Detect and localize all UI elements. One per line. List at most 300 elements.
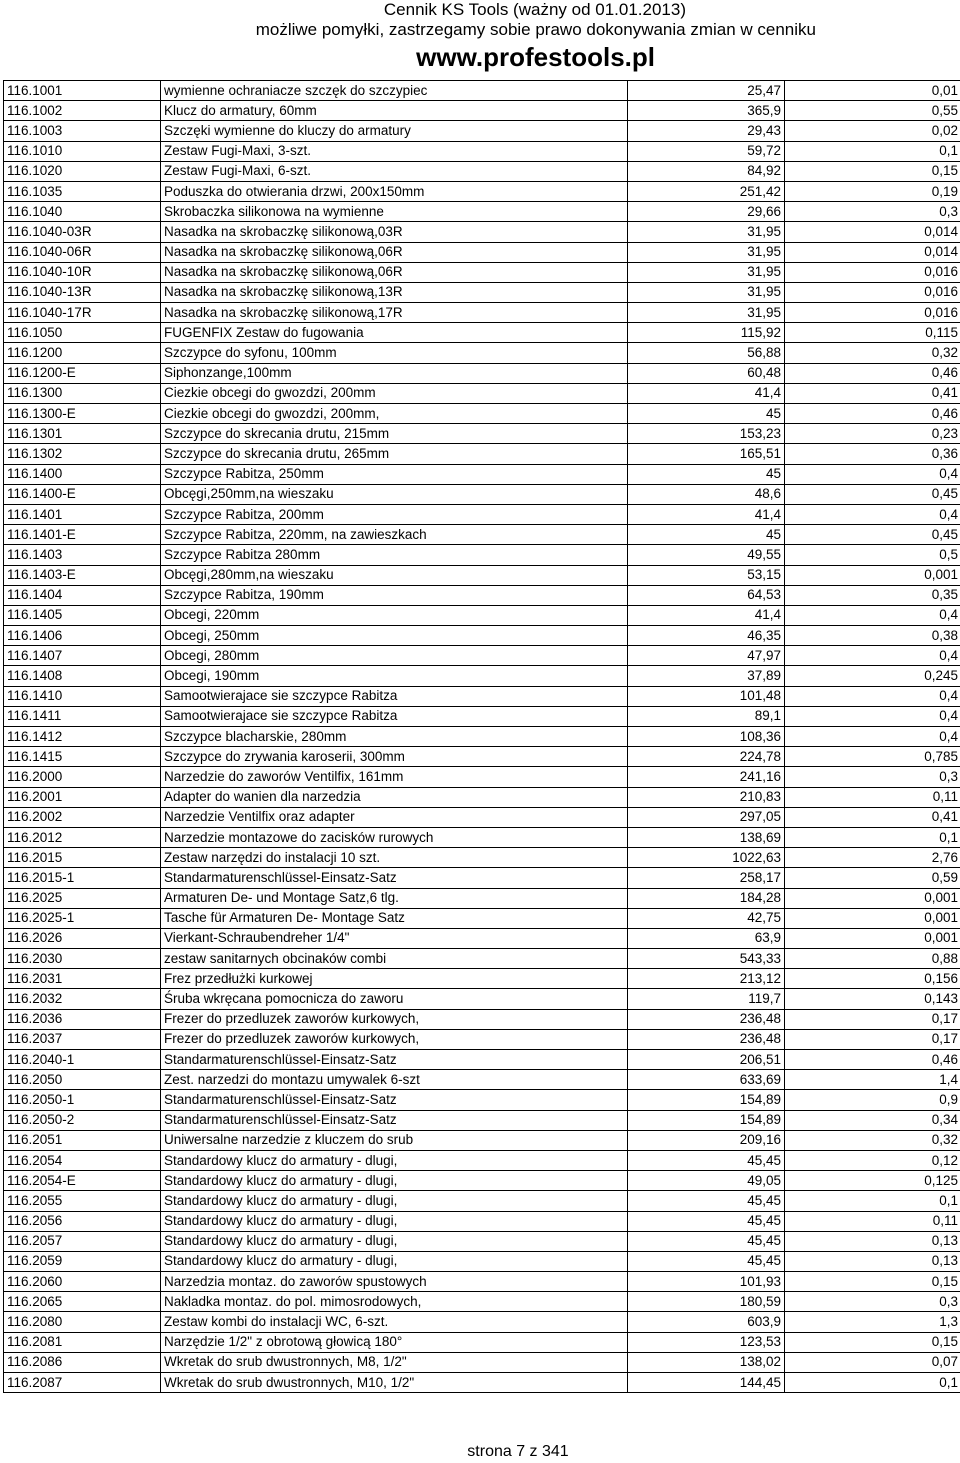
price-cell: 119,7	[628, 989, 785, 1009]
weight-cell: 0,4	[785, 727, 960, 747]
price-list-title: Cennik KS Tools (ważny od 01.01.2013)	[383, 0, 686, 19]
product-code-cell: 116.2040-1	[4, 1050, 161, 1070]
table-row	[4, 282, 960, 302]
table-row	[4, 928, 960, 948]
product-description-cell: Szczypce blacharskie, 280mm	[161, 727, 628, 747]
price-cell: 42,75	[628, 908, 785, 928]
product-code-cell: 116.1010	[4, 141, 161, 161]
price-cell: 603,9	[628, 1312, 785, 1332]
product-code-cell: 116.1200-E	[4, 363, 161, 383]
price-cell: 45	[628, 464, 785, 484]
price-cell: 633,69	[628, 1070, 785, 1090]
table-row	[4, 525, 960, 545]
product-code-cell: 116.2037	[4, 1029, 161, 1049]
product-code-cell: 116.2031	[4, 969, 161, 989]
weight-cell: 0,785	[785, 747, 960, 767]
price-table	[3, 80, 960, 1393]
weight-cell: 0,016	[785, 282, 960, 302]
weight-cell: 0,23	[785, 424, 960, 444]
price-cell: 153,23	[628, 424, 785, 444]
table-row	[4, 303, 960, 323]
price-cell: 47,97	[628, 646, 785, 666]
price-cell: 123,53	[628, 1332, 785, 1352]
weight-cell: 0,4	[785, 686, 960, 706]
product-code-cell: 116.1302	[4, 444, 161, 464]
product-code-cell: 116.1405	[4, 605, 161, 625]
price-cell: 84,92	[628, 161, 785, 181]
product-description-cell: Szczypce Rabitza, 250mm	[161, 464, 628, 484]
product-code-cell: 116.1411	[4, 706, 161, 726]
table-row	[4, 666, 960, 686]
price-cell: 154,89	[628, 1090, 785, 1110]
weight-cell: 0,001	[785, 888, 960, 908]
weight-cell: 0,016	[785, 303, 960, 323]
product-code-cell: 116.1040-06R	[4, 242, 161, 262]
product-code-cell: 116.2065	[4, 1292, 161, 1312]
weight-cell: 0,245	[785, 666, 960, 686]
product-code-cell: 116.2050-1	[4, 1090, 161, 1110]
table-row	[4, 1352, 960, 1372]
product-description-cell: Uniwersalne narzedzie z kluczem do srub	[161, 1130, 628, 1150]
product-code-cell: 116.1002	[4, 101, 161, 121]
table-row	[4, 1272, 960, 1292]
product-description-cell: Szczypce do zrywania karoserii, 300mm	[161, 747, 628, 767]
product-code-cell: 116.1040	[4, 202, 161, 222]
table-row	[4, 767, 960, 787]
product-description-cell: Zestaw Fugi-Maxi, 6-szt.	[161, 161, 628, 181]
table-row	[4, 1251, 960, 1271]
price-cell: 49,05	[628, 1171, 785, 1191]
product-code-cell: 116.2015	[4, 848, 161, 868]
table-row	[4, 646, 960, 666]
table-row	[4, 848, 960, 868]
table-row	[4, 706, 960, 726]
product-description-cell: Nasadka na skrobaczkę silikonową,13R	[161, 282, 628, 302]
table-row	[4, 1110, 960, 1130]
price-cell: 31,95	[628, 222, 785, 242]
weight-cell: 0,4	[785, 464, 960, 484]
weight-cell: 0,38	[785, 626, 960, 646]
table-row	[4, 444, 960, 464]
price-cell: 115,92	[628, 323, 785, 343]
product-code-cell: 116.2057	[4, 1231, 161, 1251]
price-cell: 206,51	[628, 1050, 785, 1070]
weight-cell: 0,4	[785, 646, 960, 666]
product-description-cell: Narzedzie do zaworów Ventilfix, 161mm	[161, 767, 628, 787]
product-code-cell: 116.1408	[4, 666, 161, 686]
price-cell: 46,35	[628, 626, 785, 646]
price-cell: 56,88	[628, 343, 785, 363]
product-description-cell: Standardowy klucz do armatury - dlugi,	[161, 1171, 628, 1191]
product-description-cell: zestaw sanitarnych obcinaków combi	[161, 949, 628, 969]
table-row	[4, 626, 960, 646]
price-cell: 101,48	[628, 686, 785, 706]
product-description-cell: Frez przedłużki kurkowej	[161, 969, 628, 989]
weight-cell: 0,17	[785, 1009, 960, 1029]
product-description-cell: Adapter do wanien dla narzedzia	[161, 787, 628, 807]
product-description-cell: Siphonzange,100mm	[161, 363, 628, 383]
product-code-cell: 116.2054	[4, 1150, 161, 1170]
price-cell: 1022,63	[628, 848, 785, 868]
table-row	[4, 1009, 960, 1029]
table-row	[4, 908, 960, 928]
product-description-cell: Szczypce do skrecania drutu, 265mm	[161, 444, 628, 464]
product-description-cell: Śruba wkręcana pomocnicza do zaworu	[161, 989, 628, 1009]
product-description-cell: wymienne ochraniacze szczęk do szczypiec	[161, 81, 628, 101]
product-code-cell: 116.1300	[4, 383, 161, 403]
price-cell: 45,45	[628, 1191, 785, 1211]
product-description-cell: Poduszka do otwierania drzwi, 200x150mm	[161, 181, 628, 201]
weight-cell: 0,55	[785, 101, 960, 121]
product-description-cell: Obcęgi,250mm,na wieszaku	[161, 484, 628, 504]
table-row	[4, 363, 960, 383]
price-cell: 45,45	[628, 1251, 785, 1271]
price-cell: 45	[628, 525, 785, 545]
weight-cell: 0,35	[785, 585, 960, 605]
product-description-cell: Nasadka na skrobaczkę silikonową,17R	[161, 303, 628, 323]
product-description-cell: Wkretak do srub dwustronnych, M10, 1/2"	[161, 1373, 628, 1393]
product-description-cell: Szczypce Rabitza, 220mm, na zawieszkach	[161, 525, 628, 545]
product-description-cell: Standardowy klucz do armatury - dlugi,	[161, 1150, 628, 1170]
weight-cell: 0,156	[785, 969, 960, 989]
price-cell: 59,72	[628, 141, 785, 161]
weight-cell: 0,001	[785, 908, 960, 928]
price-cell: 45	[628, 404, 785, 424]
price-cell: 31,95	[628, 282, 785, 302]
weight-cell: 0,46	[785, 1050, 960, 1070]
table-row	[4, 686, 960, 706]
product-code-cell: 116.1301	[4, 424, 161, 444]
weight-cell: 0,11	[785, 787, 960, 807]
product-code-cell: 116.2032	[4, 989, 161, 1009]
product-code-cell: 116.2051	[4, 1130, 161, 1150]
weight-cell: 0,45	[785, 484, 960, 504]
table-row	[4, 605, 960, 625]
table-row	[4, 1171, 960, 1191]
weight-cell: 0,001	[785, 928, 960, 948]
weight-cell: 0,3	[785, 767, 960, 787]
table-row	[4, 1332, 960, 1352]
product-description-cell: Szczypce do skrecania drutu, 215mm	[161, 424, 628, 444]
table-row	[4, 242, 960, 262]
table-row	[4, 1090, 960, 1110]
product-description-cell: Nasadka na skrobaczkę silikonową,06R	[161, 262, 628, 282]
table-row	[4, 1070, 960, 1090]
table-row	[4, 1211, 960, 1231]
weight-cell: 0,1	[785, 827, 960, 847]
product-description-cell: Obcęgi,280mm,na wieszaku	[161, 565, 628, 585]
price-cell: 37,89	[628, 666, 785, 686]
weight-cell: 0,4	[785, 706, 960, 726]
product-description-cell: Zest. narzedzi do montazu umywalek 6-szt	[161, 1070, 628, 1090]
price-cell: 154,89	[628, 1110, 785, 1130]
price-cell: 543,33	[628, 949, 785, 969]
table-row	[4, 585, 960, 605]
product-code-cell: 116.1415	[4, 747, 161, 767]
product-code-cell: 116.1300-E	[4, 404, 161, 424]
product-description-cell: Zestaw Fugi-Maxi, 3-szt.	[161, 141, 628, 161]
product-code-cell: 116.1404	[4, 585, 161, 605]
weight-cell: 0,11	[785, 1211, 960, 1231]
price-cell: 138,69	[628, 827, 785, 847]
table-row	[4, 1130, 960, 1150]
table-row	[4, 202, 960, 222]
product-code-cell: 116.2030	[4, 949, 161, 969]
product-description-cell: Klucz do armatury, 60mm	[161, 101, 628, 121]
price-cell: 29,66	[628, 202, 785, 222]
product-description-cell: Zestaw narzędzi do instalacji 10 szt.	[161, 848, 628, 868]
product-description-cell: Zestaw kombi do instalacji WC, 6-szt.	[161, 1312, 628, 1332]
product-code-cell: 116.1040-13R	[4, 282, 161, 302]
product-description-cell: Narzedzia montaz. do zaworów spustowych	[161, 1272, 628, 1292]
weight-cell: 0,115	[785, 323, 960, 343]
price-cell: 41,4	[628, 383, 785, 403]
table-row	[4, 747, 960, 767]
table-row	[4, 141, 960, 161]
weight-cell: 0,014	[785, 242, 960, 262]
product-code-cell: 116.1401-E	[4, 525, 161, 545]
table-row	[4, 888, 960, 908]
table-row	[4, 989, 960, 1009]
table-row	[4, 464, 960, 484]
product-code-cell: 116.1410	[4, 686, 161, 706]
product-code-cell: 116.2056	[4, 1211, 161, 1231]
weight-cell: 0,41	[785, 807, 960, 827]
weight-cell: 0,36	[785, 444, 960, 464]
website-link[interactable]: www.profestools.pl	[416, 42, 655, 72]
weight-cell: 0,1	[785, 141, 960, 161]
weight-cell: 0,45	[785, 525, 960, 545]
price-cell: 31,95	[628, 242, 785, 262]
weight-cell: 1,4	[785, 1070, 960, 1090]
weight-cell: 0,59	[785, 868, 960, 888]
price-cell: 49,55	[628, 545, 785, 565]
weight-cell: 0,15	[785, 1272, 960, 1292]
table-row	[4, 868, 960, 888]
table-row	[4, 404, 960, 424]
product-description-cell: Tasche für Armaturen De- Montage Satz	[161, 908, 628, 928]
weight-cell: 0,016	[785, 262, 960, 282]
table-row	[4, 161, 960, 181]
table-row	[4, 81, 960, 101]
weight-cell: 0,32	[785, 343, 960, 363]
product-description-cell: Standardowy klucz do armatury - dlugi,	[161, 1191, 628, 1211]
product-description-cell: Szczypce Rabitza, 200mm	[161, 504, 628, 524]
price-cell: 210,83	[628, 787, 785, 807]
table-row	[4, 323, 960, 343]
weight-cell: 0,07	[785, 1352, 960, 1372]
table-row	[4, 1292, 960, 1312]
weight-cell: 0,46	[785, 363, 960, 383]
price-cell: 48,6	[628, 484, 785, 504]
table-row	[4, 383, 960, 403]
product-code-cell: 116.2087	[4, 1373, 161, 1393]
weight-cell: 0,17	[785, 1029, 960, 1049]
product-description-cell: Szczęki wymienne do kluczy do armatury	[161, 121, 628, 141]
weight-cell: 0,014	[785, 222, 960, 242]
product-description-cell: Samootwierajace sie szczypce Rabitza	[161, 686, 628, 706]
table-row	[4, 181, 960, 201]
product-description-cell: Narzędzie 1/2" z obrotową głowicą 180°	[161, 1332, 628, 1352]
price-cell: 224,78	[628, 747, 785, 767]
table-row	[4, 1191, 960, 1211]
price-cell: 365,9	[628, 101, 785, 121]
product-description-cell: Ciezkie obcegi do gwozdzi, 200mm	[161, 383, 628, 403]
product-description-cell: Nasadka na skrobaczkę silikonową,06R	[161, 242, 628, 262]
product-description-cell: Narzedzie montazowe do zacisków rurowych	[161, 827, 628, 847]
weight-cell: 0,3	[785, 1292, 960, 1312]
weight-cell: 0,15	[785, 161, 960, 181]
product-code-cell: 116.2001	[4, 787, 161, 807]
weight-cell: 0,88	[785, 949, 960, 969]
product-code-cell: 116.2059	[4, 1251, 161, 1271]
product-code-cell: 116.2000	[4, 767, 161, 787]
table-row	[4, 727, 960, 747]
product-code-cell: 116.1040-03R	[4, 222, 161, 242]
product-code-cell: 116.2050	[4, 1070, 161, 1090]
price-cell: 108,36	[628, 727, 785, 747]
price-cell: 165,51	[628, 444, 785, 464]
weight-cell: 0,01	[785, 81, 960, 101]
product-code-cell: 116.2086	[4, 1352, 161, 1372]
product-description-cell: Standarmaturenschlüssel-Einsatz-Satz	[161, 868, 628, 888]
product-code-cell: 116.2055	[4, 1191, 161, 1211]
weight-cell: 0,12	[785, 1150, 960, 1170]
product-code-cell: 116.1403	[4, 545, 161, 565]
weight-cell: 0,13	[785, 1251, 960, 1271]
product-description-cell: Narzedzie Ventilfix oraz adapter	[161, 807, 628, 827]
page-number: strona 7 z 341	[467, 1443, 569, 1460]
product-description-cell: Nasadka na skrobaczkę silikonową,03R	[161, 222, 628, 242]
table-row	[4, 262, 960, 282]
price-cell: 31,95	[628, 303, 785, 323]
product-code-cell: 116.1400	[4, 464, 161, 484]
weight-cell: 0,4	[785, 605, 960, 625]
table-row	[4, 545, 960, 565]
price-cell: 53,15	[628, 565, 785, 585]
product-code-cell: 116.1035	[4, 181, 161, 201]
weight-cell: 0,5	[785, 545, 960, 565]
weight-cell: 0,1	[785, 1373, 960, 1393]
price-cell: 29,43	[628, 121, 785, 141]
weight-cell: 0,02	[785, 121, 960, 141]
product-code-cell: 116.1003	[4, 121, 161, 141]
product-code-cell: 116.2012	[4, 827, 161, 847]
product-description-cell: Nakladka montaz. do pol. mimosrodowych,	[161, 1292, 628, 1312]
weight-cell: 0,32	[785, 1130, 960, 1150]
product-description-cell: Skrobaczka silikonowa na wymienne	[161, 202, 628, 222]
price-cell: 45,45	[628, 1231, 785, 1251]
price-cell: 180,59	[628, 1292, 785, 1312]
weight-cell: 0,34	[785, 1110, 960, 1130]
product-code-cell: 116.2036	[4, 1009, 161, 1029]
weight-cell: 1,3	[785, 1312, 960, 1332]
disclaimer-text: możliwe pomyłki, zastrzegamy sobie prawo dokonywania zmian w cenniku	[255, 20, 816, 39]
price-cell: 60,48	[628, 363, 785, 383]
table-row	[4, 949, 960, 969]
price-cell: 64,53	[628, 585, 785, 605]
weight-cell: 0,41	[785, 383, 960, 403]
table-row	[4, 484, 960, 504]
table-row	[4, 827, 960, 847]
weight-cell: 0,19	[785, 181, 960, 201]
product-code-cell: 116.1407	[4, 646, 161, 666]
table-row	[4, 1312, 960, 1332]
product-description-cell: Szczypce Rabitza, 190mm	[161, 585, 628, 605]
weight-cell: 0,4	[785, 504, 960, 524]
price-cell: 63,9	[628, 928, 785, 948]
table-row	[4, 121, 960, 141]
product-description-cell: Standardowy klucz do armatury - dlugi,	[161, 1211, 628, 1231]
product-code-cell: 116.2025-1	[4, 908, 161, 928]
product-description-cell: Armaturen De- und Montage Satz,6 tlg.	[161, 888, 628, 908]
product-code-cell: 116.2060	[4, 1272, 161, 1292]
weight-cell: 0,46	[785, 404, 960, 424]
product-description-cell: Ciezkie obcegi do gwozdzi, 200mm,	[161, 404, 628, 424]
table-row	[4, 343, 960, 363]
product-description-cell: Standarmaturenschlüssel-Einsatz-Satz	[161, 1050, 628, 1070]
price-cell: 138,02	[628, 1352, 785, 1372]
table-row	[4, 1150, 960, 1170]
price-cell: 25,47	[628, 81, 785, 101]
product-description-cell: Obcegi, 250mm	[161, 626, 628, 646]
product-code-cell: 116.2050-2	[4, 1110, 161, 1130]
price-cell: 41,4	[628, 504, 785, 524]
product-code-cell: 116.1406	[4, 626, 161, 646]
weight-cell: 2,76	[785, 848, 960, 868]
product-code-cell: 116.1412	[4, 727, 161, 747]
product-description-cell: Obcegi, 220mm	[161, 605, 628, 625]
table-row	[4, 807, 960, 827]
product-code-cell: 116.1040-10R	[4, 262, 161, 282]
price-cell: 89,1	[628, 706, 785, 726]
weight-cell: 0,13	[785, 1231, 960, 1251]
product-code-cell: 116.1200	[4, 343, 161, 363]
product-code-cell: 116.1403-E	[4, 565, 161, 585]
price-cell: 213,12	[628, 969, 785, 989]
table-row	[4, 1029, 960, 1049]
product-code-cell: 116.1400-E	[4, 484, 161, 504]
product-code-cell: 116.2025	[4, 888, 161, 908]
weight-cell: 0,1	[785, 1191, 960, 1211]
weight-cell: 0,3	[785, 202, 960, 222]
product-code-cell: 116.1020	[4, 161, 161, 181]
price-cell: 45,45	[628, 1211, 785, 1231]
product-code-cell: 116.2054-E	[4, 1171, 161, 1191]
table-row	[4, 969, 960, 989]
product-description-cell: Szczypce Rabitza 280mm	[161, 545, 628, 565]
product-code-cell: 116.1001	[4, 81, 161, 101]
table-row	[4, 1050, 960, 1070]
table-row	[4, 565, 960, 585]
price-cell: 45,45	[628, 1150, 785, 1170]
product-description-cell: Frezer do przedluzek zaworów kurkowych,	[161, 1009, 628, 1029]
price-cell: 241,16	[628, 767, 785, 787]
price-cell: 258,17	[628, 868, 785, 888]
table-row	[4, 1231, 960, 1251]
price-cell: 209,16	[628, 1130, 785, 1150]
price-cell: 184,28	[628, 888, 785, 908]
product-description-cell: Obcegi, 280mm	[161, 646, 628, 666]
price-cell: 251,42	[628, 181, 785, 201]
product-code-cell: 116.2081	[4, 1332, 161, 1352]
product-code-cell: 116.2080	[4, 1312, 161, 1332]
product-description-cell: Obcegi, 190mm	[161, 666, 628, 686]
table-row	[4, 222, 960, 242]
product-description-cell: Szczypce do syfonu, 100mm	[161, 343, 628, 363]
product-description-cell: Samootwierajace sie szczypce Rabitza	[161, 706, 628, 726]
price-cell: 41,4	[628, 605, 785, 625]
